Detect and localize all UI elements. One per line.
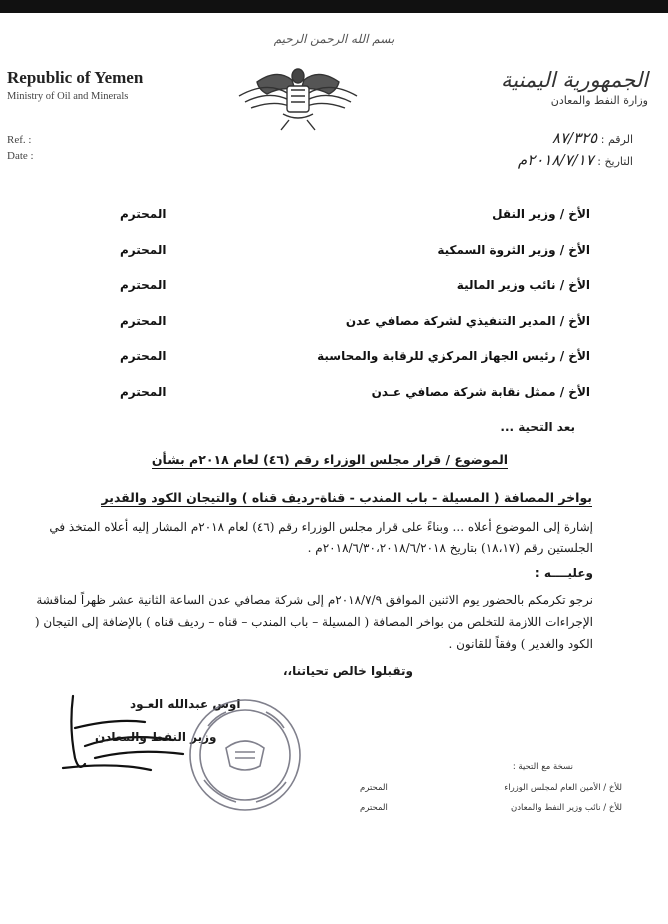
addressee-honorific: المحترم [120,384,167,399]
subject-line-1-text: الموضوع / قرار مجلس الوزراء رقم (٤٦) لعام ٢٠١٨م بشأن [151,452,509,467]
arabic-title: الجمهورية اليمنية [500,68,648,92]
copy-honorific: المحترم [360,803,388,813]
addressee-name: الأخ / وزير النقل [492,207,590,221]
signatory-title: وزير النفط والمعادن [95,730,217,744]
arabic-letterhead [501,68,648,107]
basmala: بسم الله الرحمن الرحيم [273,32,395,46]
addressee-row [120,243,590,279]
top-scan-border [0,0,668,13]
ministry-stamp-icon [186,696,304,814]
addressee-honorific: المحترم [120,349,167,363]
date-label: Date : [7,150,34,162]
subject-line-1 [80,452,580,467]
ref-label: Ref. : [7,134,32,146]
body-paragraph-2: نرجو تكرمكم بالحضور يوم الاثنين الموافق ٢٠١٨/٧/٩م إلى شركة مصافي عدن الساعة الثانية عشر ظهراً لمناقشة الإجراءات اللازمة للتخلص من بواخر المصافة ( المسيلة – باب المندب – قناه – رديف قناه ) بالإضافة إلى التيجان ( الكود والغدير ) وفقاً للقانون . [34,593,593,651]
arabic-ref-label: الرقم [607,133,633,146]
arabic-subtitle: وزارة النفط والمعادن [550,94,648,107]
copy-recipient: للأخ / نائب وزير النفط والمعادن [510,803,622,813]
addressee-name: الأخ / المدير التنفيذي لشركة مصافي عدن [345,313,590,328]
body-paragraph-1: إشارة إلى الموضوع أعلاه ... وبناءً على قرار مجلس الوزراء رقم (٤٦) لعام ٢٠١٨م المشار إليه أعلاه المتخذ في الجلستين رقم (١٨،١٧) بتاريخ ٢٠١٨/٦/٣٠،٢٠١٨/٦/٢٠١٨م . [49,520,593,555]
arabic-date-value: ٢٠١٨/٧/١٧م [517,151,594,169]
addressee-row [120,278,590,314]
subject-line-2 [60,490,592,505]
addressee-list [120,207,590,420]
addressee-name: الأخ / رئيس الجهاز المركزي للرقابة والمحاسبة [317,349,590,363]
arabic-ref-value: ٨٧/٣٢٥ [551,129,598,147]
addressee-row [120,314,590,350]
english-letterhead [7,68,143,102]
addressee-honorific: المحترم [120,207,167,221]
subject-line-2-text: بواخر المصافة ( المسيلة - باب المندب - قناة-رديف قناه ) والتيجان الكود والقدير [101,490,592,505]
copy-recipient: للأخ / الأمين العام لمجلس الوزراء [504,783,622,793]
english-title: Republic of Yemen [7,68,144,87]
addressee-name: الأخ / ممثل نقابة شركة مصافي عـدن [371,384,590,399]
arabic-ref-row: الرقم : ٨٧/٣٢٥ [551,129,633,147]
english-ref-date [7,132,34,164]
closing-line: وتقبلوا خالص تحياتنا،، [282,664,413,678]
signatory-name: اوس عبدالله العـود [130,697,241,711]
greeting: بعد التحية ... [500,420,575,434]
addressee-name: الأخ / وزير الثروة السمكية [437,242,590,257]
arabic-date-row: التاريخ : ٢٠١٨/٧/١٧م [517,151,633,169]
addressee-name: الأخ / نائب وزير المالية [456,278,590,292]
addressee-row [120,207,590,243]
arabic-ref-date [518,128,633,172]
english-subtitle: Ministry of Oil and Minerals [7,91,129,102]
copy-honorific: المحترم [360,783,388,793]
therefore-heading: وعليــــه : [534,566,593,580]
addressee-honorific: المحترم [120,242,167,257]
addressee-row [120,349,590,385]
addressee-row [120,385,590,421]
copies-heading: نسخة مع التحية : [512,762,573,772]
arabic-date-label: التاريخ [604,155,633,168]
addressee-honorific: المحترم [120,313,167,328]
eagle-emblem-icon [237,60,359,132]
addressee-honorific: المحترم [120,278,167,292]
